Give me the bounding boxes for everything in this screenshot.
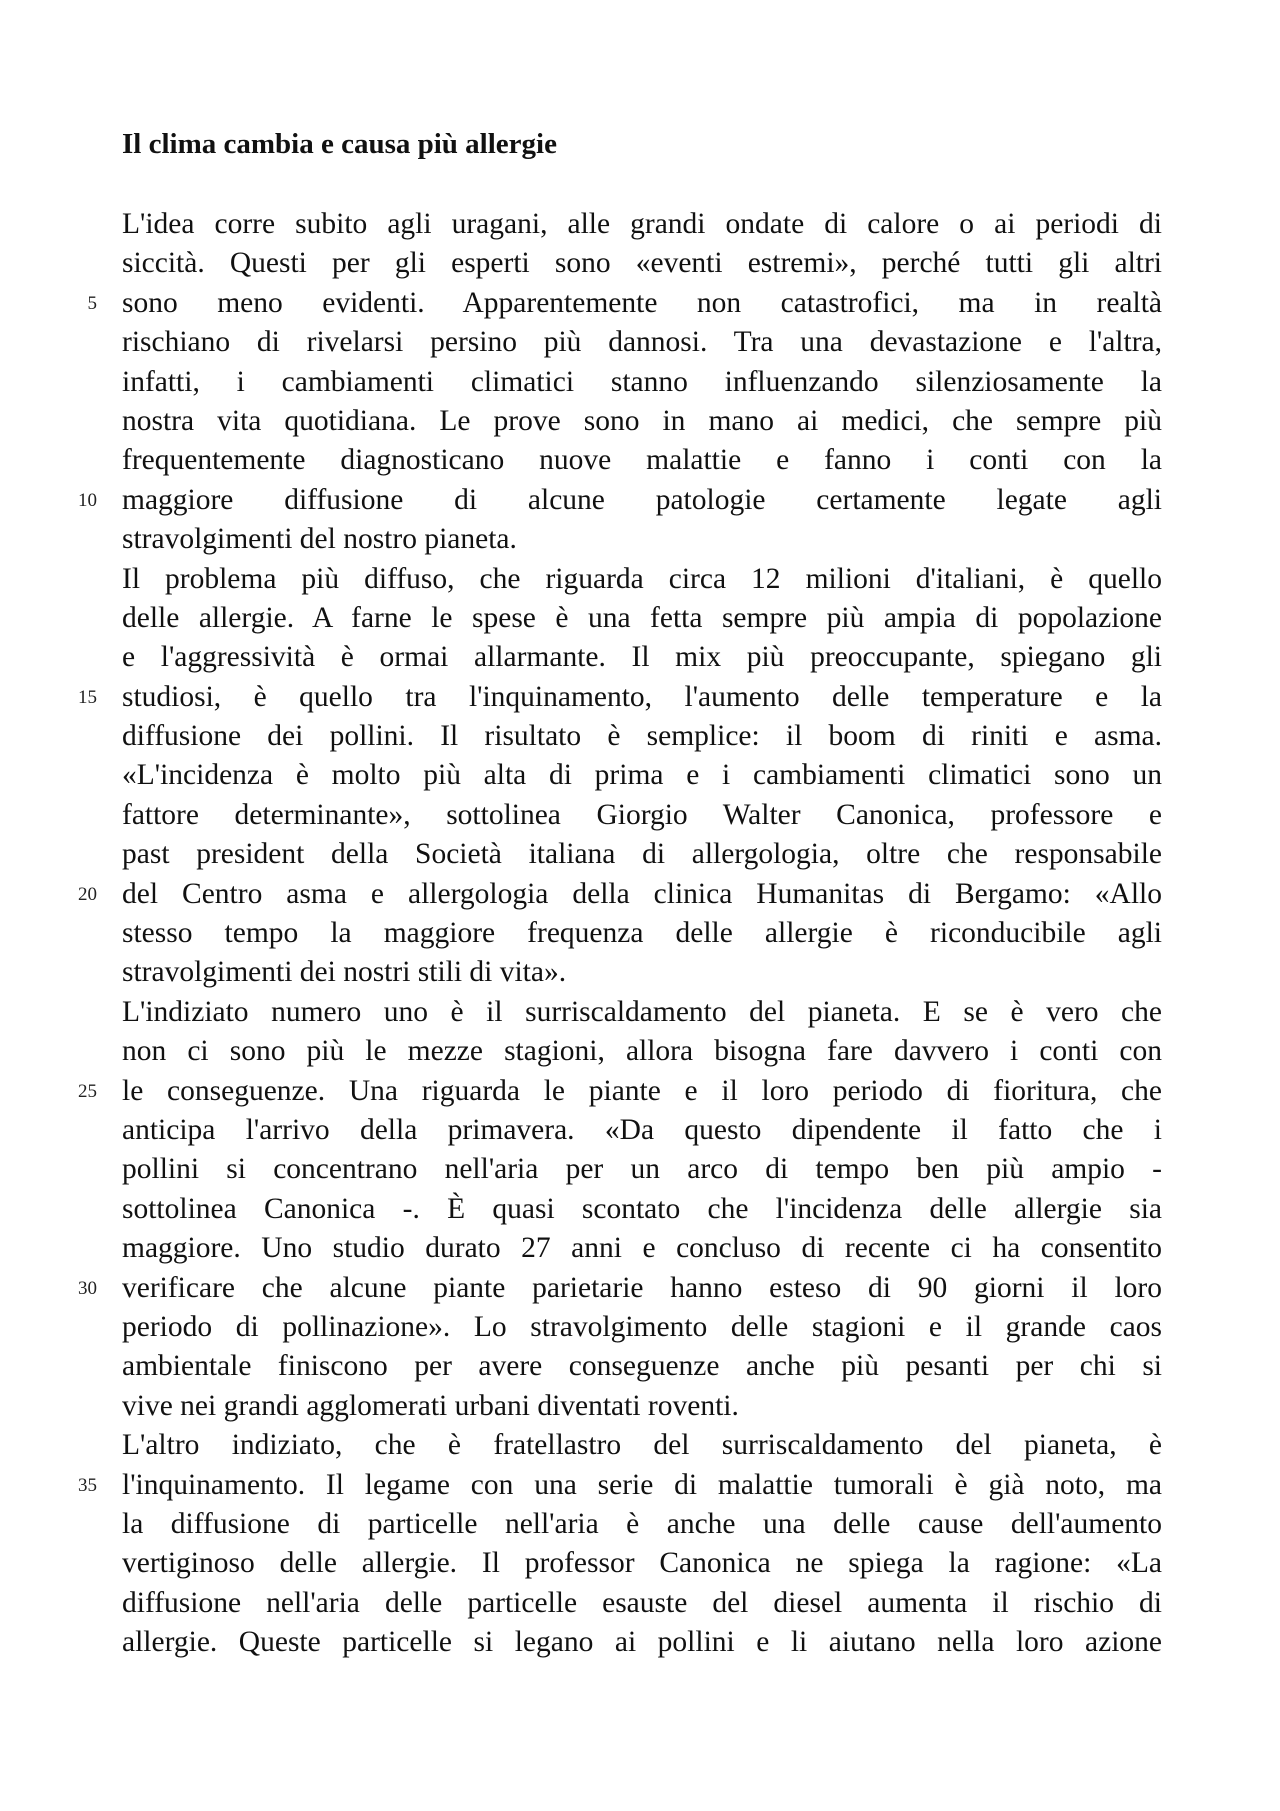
text-line	[122, 323, 1162, 362]
text-line	[122, 796, 1162, 835]
text-line	[122, 1229, 1162, 1268]
text-line	[122, 402, 1162, 441]
line-text: past president della Società italiana di allergologia, oltre che responsabile	[122, 838, 1162, 871]
line-text: stesso tempo la maggiore frequenza delle allergie è riconducibile agli	[122, 917, 1162, 950]
line-text: maggiore. Uno studio durato 27 anni e concluso di recente ci ha consentito	[122, 1232, 1162, 1265]
text-line	[78, 678, 1162, 717]
line-text: «L'incidenza è molto più alta di prima e i cambiamenti climatici sono un	[122, 759, 1162, 792]
line-text: ambientale finiscono per avere conseguenze anche più pesanti per chi si	[122, 1350, 1162, 1383]
text-line	[122, 1426, 1162, 1465]
text-line	[122, 520, 1162, 559]
line-text: allergie. Queste particelle si legano ai pollini e li aiutano nella loro azione	[122, 1626, 1162, 1659]
text-line	[122, 1623, 1162, 1662]
text-line	[122, 717, 1162, 756]
line-text: vive nei grandi agglomerati urbani diventati roventi.	[122, 1389, 739, 1422]
text-line	[122, 441, 1162, 480]
line-text: nostra vita quotidiana. Le prove sono in mano ai medici, che sempre più	[122, 404, 1162, 437]
line-text: diffusione dei pollini. Il risultato è semplice: il boom di riniti e asma.	[122, 720, 1162, 753]
text-line	[122, 993, 1162, 1032]
line-text: L'altro indiziato, che è fratellastro del surriscaldamento del pianeta, è	[122, 1429, 1162, 1462]
text-line	[78, 1072, 1162, 1111]
line-text: stravolgimenti del nostro pianeta.	[122, 523, 517, 556]
text-line	[122, 599, 1162, 638]
line-text: infatti, i cambiamenti climatici stanno influenzando silenziosamente la	[122, 365, 1162, 398]
text-line	[122, 835, 1162, 874]
line-number: 5	[87, 292, 97, 314]
text-line	[122, 1505, 1162, 1544]
text-line	[122, 363, 1162, 402]
text-line	[122, 914, 1162, 953]
line-text: l'inquinamento. Il legame con una serie di malattie tumorali è già noto, ma	[122, 1468, 1162, 1501]
text-line	[122, 560, 1162, 599]
line-number: 10	[78, 489, 97, 511]
line-text: verificare che alcune piante parietarie hanno esteso di 90 giorni il loro	[122, 1271, 1162, 1304]
text-line	[78, 1269, 1162, 1308]
line-text: maggiore diffusione di alcune patologie certamente legate agli	[122, 483, 1162, 516]
line-text: non ci sono più le mezze stagioni, allora bisogna fare davvero i conti con	[122, 1035, 1162, 1068]
line-text: Il problema più diffuso, che riguarda circa 12 milioni d'italiani, è quello	[122, 562, 1162, 595]
text-line	[122, 1308, 1162, 1347]
text-line	[122, 1584, 1162, 1623]
line-text: sottolinea Canonica -. È quasi scontato che l'incidenza delle allergie sia	[122, 1192, 1162, 1225]
line-text: sono meno evidenti. Apparentemente non catastrofici, ma in realtà	[122, 286, 1162, 319]
text-line	[122, 244, 1162, 283]
line-text: le conseguenze. Una riguarda le piante e il loro periodo di fioritura, che	[122, 1074, 1162, 1107]
line-text: stravolgimenti dei nostri stili di vita».	[122, 956, 567, 989]
line-text: rischiano di rivelarsi persino più dannosi. Tra una devastazione e l'altra,	[122, 326, 1162, 359]
text-line	[122, 1544, 1162, 1583]
line-text: studiosi, è quello tra l'inquinamento, l'aumento delle temperature e la	[122, 680, 1162, 713]
line-number: 20	[78, 883, 97, 905]
line-number: 35	[78, 1474, 97, 1496]
line-text: diffusione nell'aria delle particelle esauste del diesel aumenta il rischio di	[122, 1586, 1162, 1619]
text-line	[78, 1466, 1162, 1505]
line-text: la diffusione di particelle nell'aria è anche una delle cause dell'aumento	[122, 1507, 1162, 1540]
line-text: anticipa l'arrivo della primavera. «Da questo dipendente il fatto che i	[122, 1113, 1162, 1146]
line-text: L'indiziato numero uno è il surriscaldamento del pianeta. E se è vero che	[122, 995, 1162, 1028]
line-text: L'idea corre subito agli uragani, alle grandi ondate di calore o ai periodi di	[122, 208, 1162, 240]
text-line	[78, 875, 1162, 914]
line-text: e l'aggressività è ormai allarmante. Il mix più preoccupante, spiegano gli	[122, 641, 1162, 674]
text-line	[122, 1111, 1162, 1150]
line-number: 25	[78, 1080, 97, 1102]
line-text: delle allergie. A farne le spese è una fetta sempre più ampia di popolazione	[122, 601, 1162, 634]
line-text: fattore determinante», sottolinea Giorgio Walter Canonica, professore e	[122, 798, 1162, 831]
article-title: Il clima cambia e causa più allergie	[122, 128, 557, 160]
text-line	[122, 953, 1162, 992]
text-line	[122, 756, 1162, 795]
text-line	[78, 481, 1162, 520]
line-text: pollini si concentrano nell'aria per un arco di tempo ben più ampio -	[122, 1153, 1162, 1186]
text-line	[122, 1387, 1162, 1426]
line-number: 15	[78, 686, 97, 708]
line-number: 30	[78, 1277, 97, 1299]
text-line	[87, 284, 1162, 323]
article-body	[78, 205, 1162, 1662]
line-text: frequentemente diagnosticano nuove malattie e fanno i conti con la	[122, 444, 1162, 477]
line-text: siccità. Questi per gli esperti sono «eventi estremi», perché tutti gli altri	[122, 247, 1162, 280]
text-line	[122, 1190, 1162, 1229]
text-line	[122, 638, 1162, 677]
line-text: periodo di pollinazione». Lo stravolgimento delle stagioni e il grande caos	[122, 1310, 1162, 1343]
text-line	[122, 1347, 1162, 1386]
line-text: del Centro asma e allergologia della clinica Humanitas di Bergamo: «Allo	[122, 877, 1162, 910]
line-text: vertiginoso delle allergie. Il professor Canonica ne spiega la ragione: «La	[122, 1547, 1162, 1580]
text-line	[122, 205, 1162, 244]
text-line	[122, 1032, 1162, 1071]
text-line	[122, 1150, 1162, 1189]
